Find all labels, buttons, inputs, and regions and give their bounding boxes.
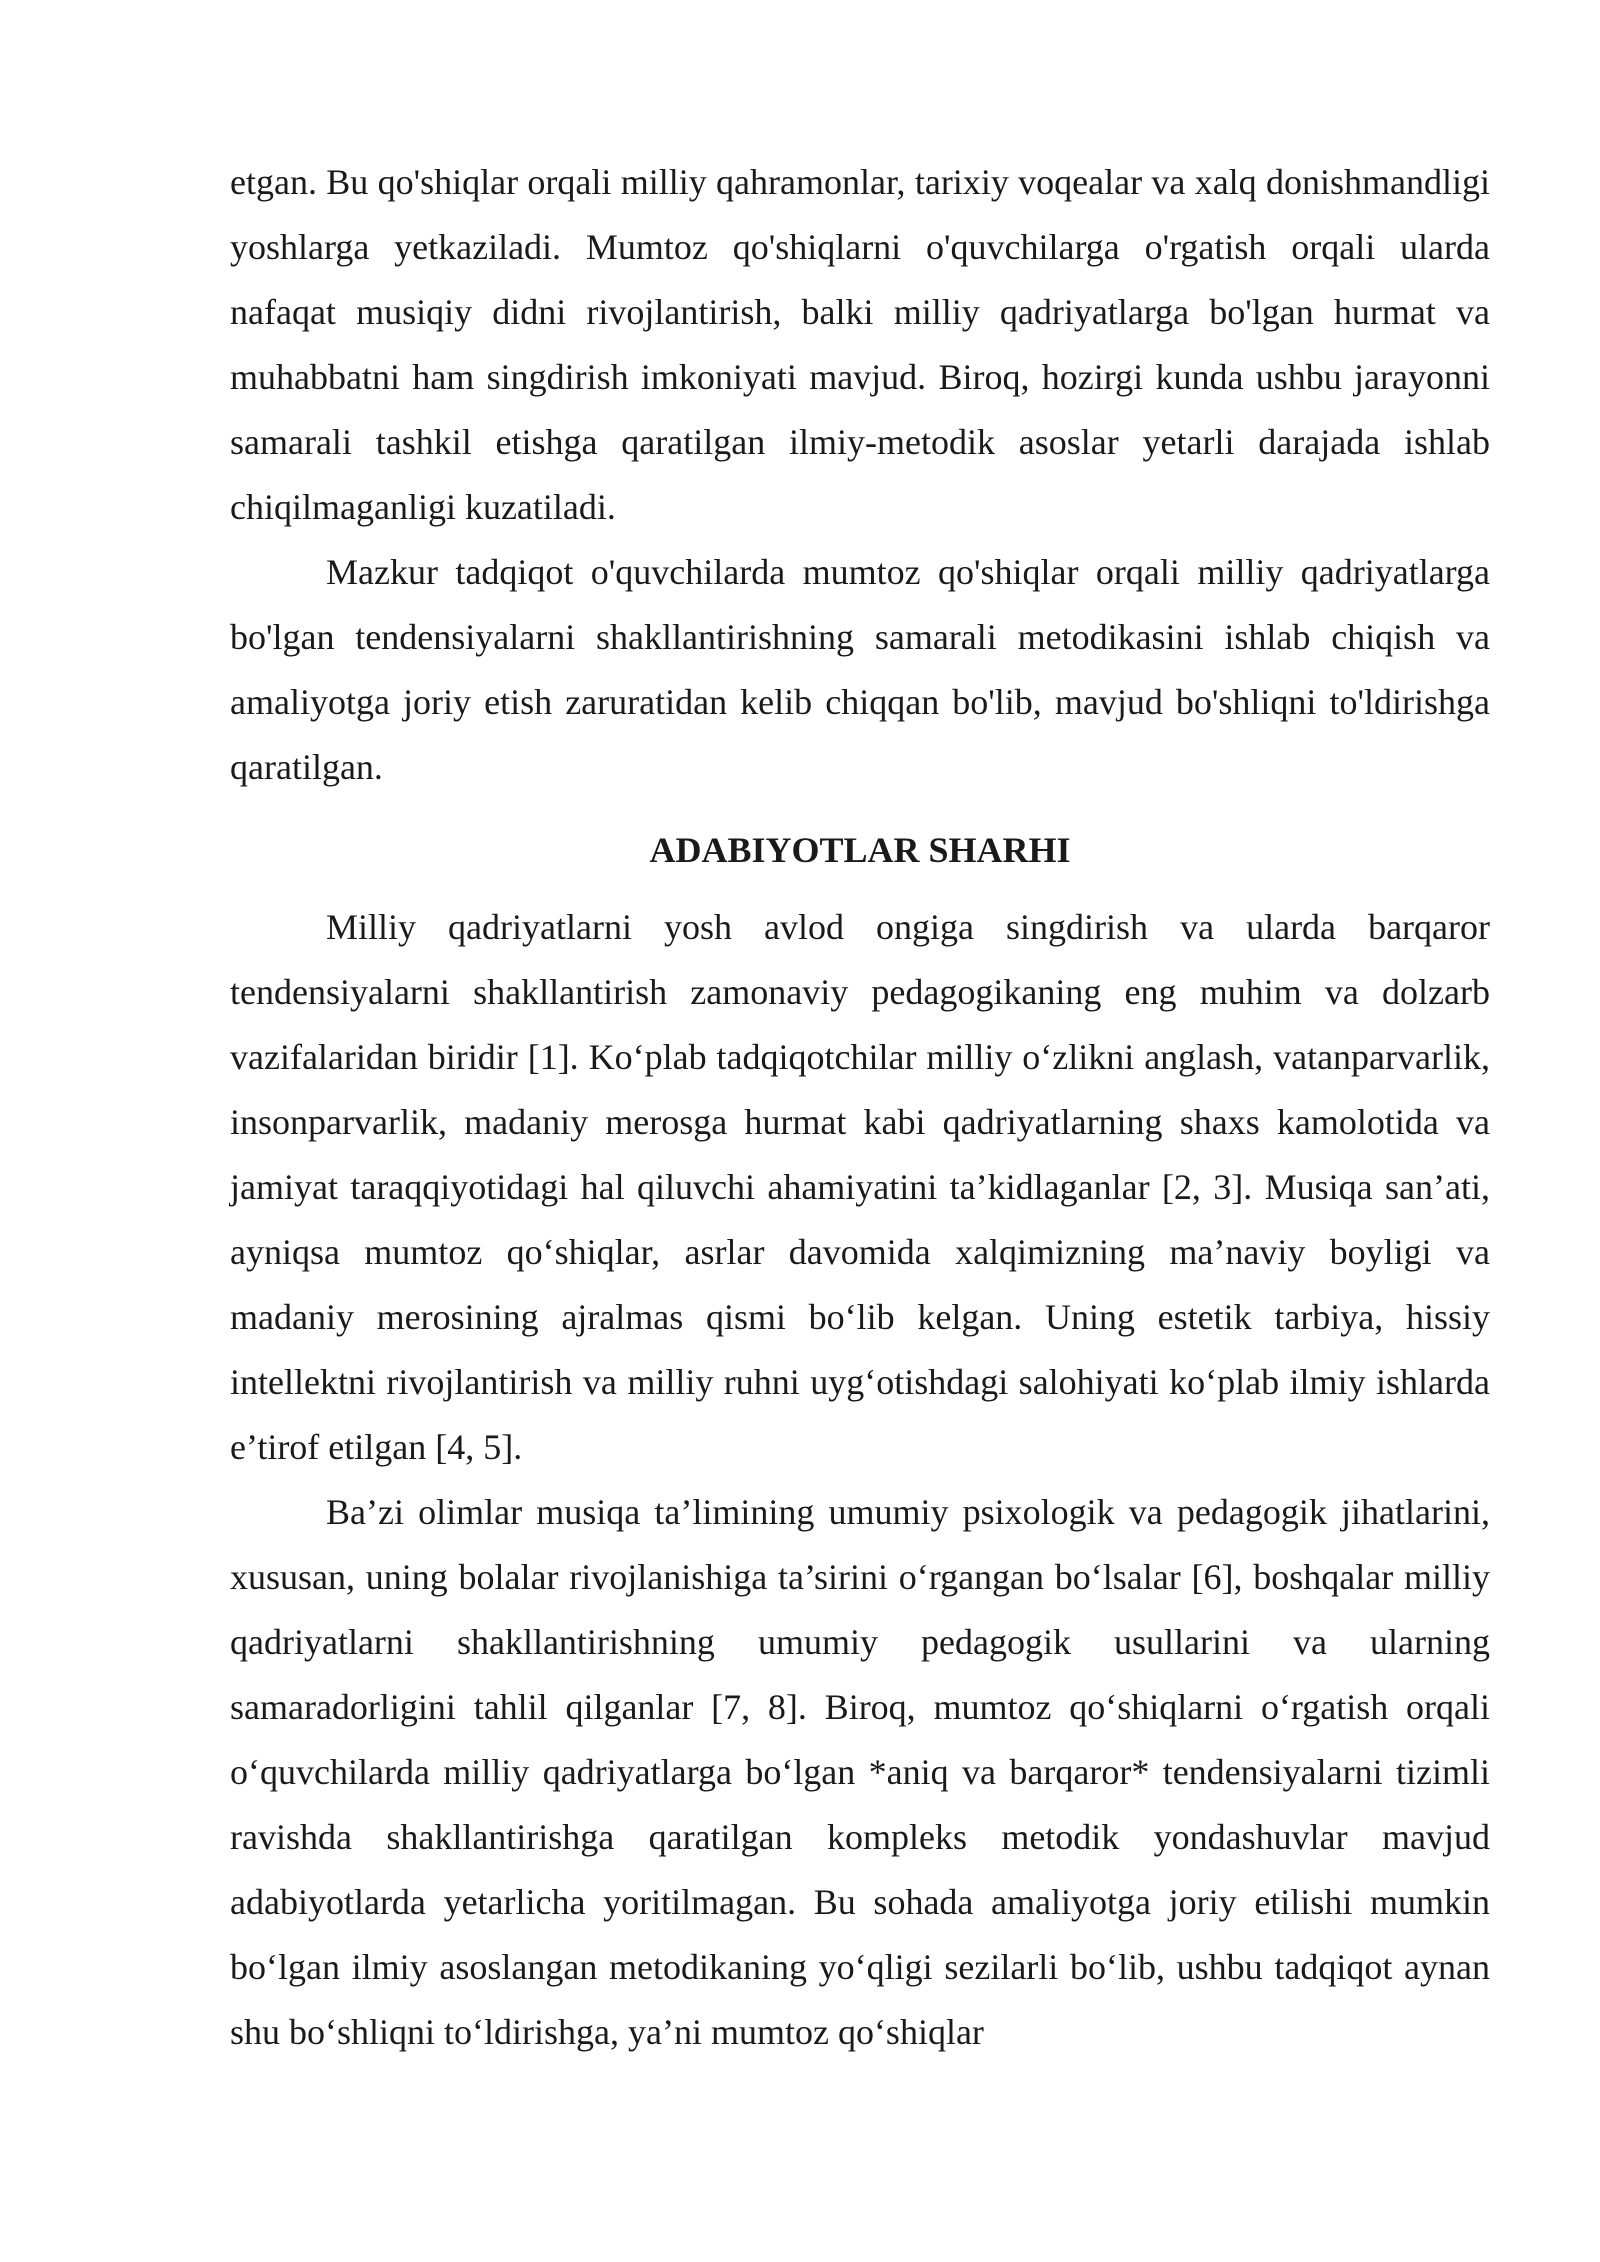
document-body: [230, 150, 1490, 2065]
review-paragraph-2: Ba’zi olimlar musiqa ta’limining umumiy psixologik va pedagogik jihatlarini, xususan, uning bolalar rivojlanishiga ta’sirini o‘rgangan bo‘lsalar [6], boshqalar milliy qadriyatlarni shakllantirishning umumiy pedagogik usullarini va ularning samaradorligini tahlil qilganlar [7, 8]. Biroq, mumtoz qo‘shiqlarni o‘rgatish orqali o‘quvchilarda milliy qadriyatlarga bo‘lgan *aniq va barqaror* tendensiyalarni tizimli ravishda shakllantirishga qaratilgan kompleks metodik yondashuvlar mavjud adabiyotlarda yetarlicha yoritilmagan. Bu sohada amaliyotga joriy etilishi mumkin bo‘lgan ilmiy asoslangan metodikaning yo‘qligi sezilarli bo‘lib, ushbu tadqiqot aynan shu bo‘shliqni to‘ldirishga, ya’ni mumtoz qo‘shiqlar: [230, 1492, 1490, 2052]
intro-paragraph-continued: etgan. Bu qo'shiqlar orqali milliy qahramonlar, tarixiy voqealar va xalq donishmandligi yoshlarga yetkaziladi. Mumtoz qo'shiqlarni o'quvchilarga o'rgatish orqali ularda nafaqat musiqiy didni rivojlantirish, balki milliy qadriyatlarga bo'lgan hurmat va muhabbatni ham singdirish imkoniyati mavjud. Biroq, hozirgi kunda ushbu jarayonni samarali tashkil etishga qaratilgan ilmiy-metodik asoslar yetarli darajada ishlab chiqilmaganligi kuzatiladi.: [230, 162, 1490, 527]
intro-paragraph-research-goal: Mazkur tadqiqot o'quvchilarda mumtoz qo'shiqlar orqali milliy qadriyatlarga bo'lgan tendensiyalarni shakllantirishning samarali metodikasini ishlab chiqish va amaliyotga joriy etish zaruratidan kelib chiqqan bo'lib, mavjud bo'shliqni to'ldirishga qaratilgan.: [230, 552, 1490, 787]
review-paragraph-1: Milliy qadriyatlarni yosh avlod ongiga singdirish va ularda barqaror tendensiyalarni shakllantirish zamonaviy pedagogikaning eng muhim va dolzarb vazifalaridan biridir [1]. Ko‘plab tadqiqotchilar milliy o‘zlikni anglash, vatanparvarlik, insonparvarlik, madaniy merosga hurmat kabi qadriyatlarning shaxs kamolotida va jamiyat taraqqiyotidagi hal qiluvchi ahamiyatini ta’kidlaganlar [2, 3]. Musiqa san’ati, ayniqsa mumtoz qo‘shiqlar, asrlar davomida xalqimizning ma’naviy boyligi va madaniy merosining ajralmas qismi bo‘lib kelgan. Uning estetik tarbiya, hissiy intellektni rivojlantirish va milliy ruhni uyg‘otishdagi salohiyati ko‘plab ilmiy ishlarda e’tirof etilgan [4, 5].: [230, 907, 1490, 1467]
section-heading: ADABIYOTLAR SHARHI: [649, 830, 1071, 870]
